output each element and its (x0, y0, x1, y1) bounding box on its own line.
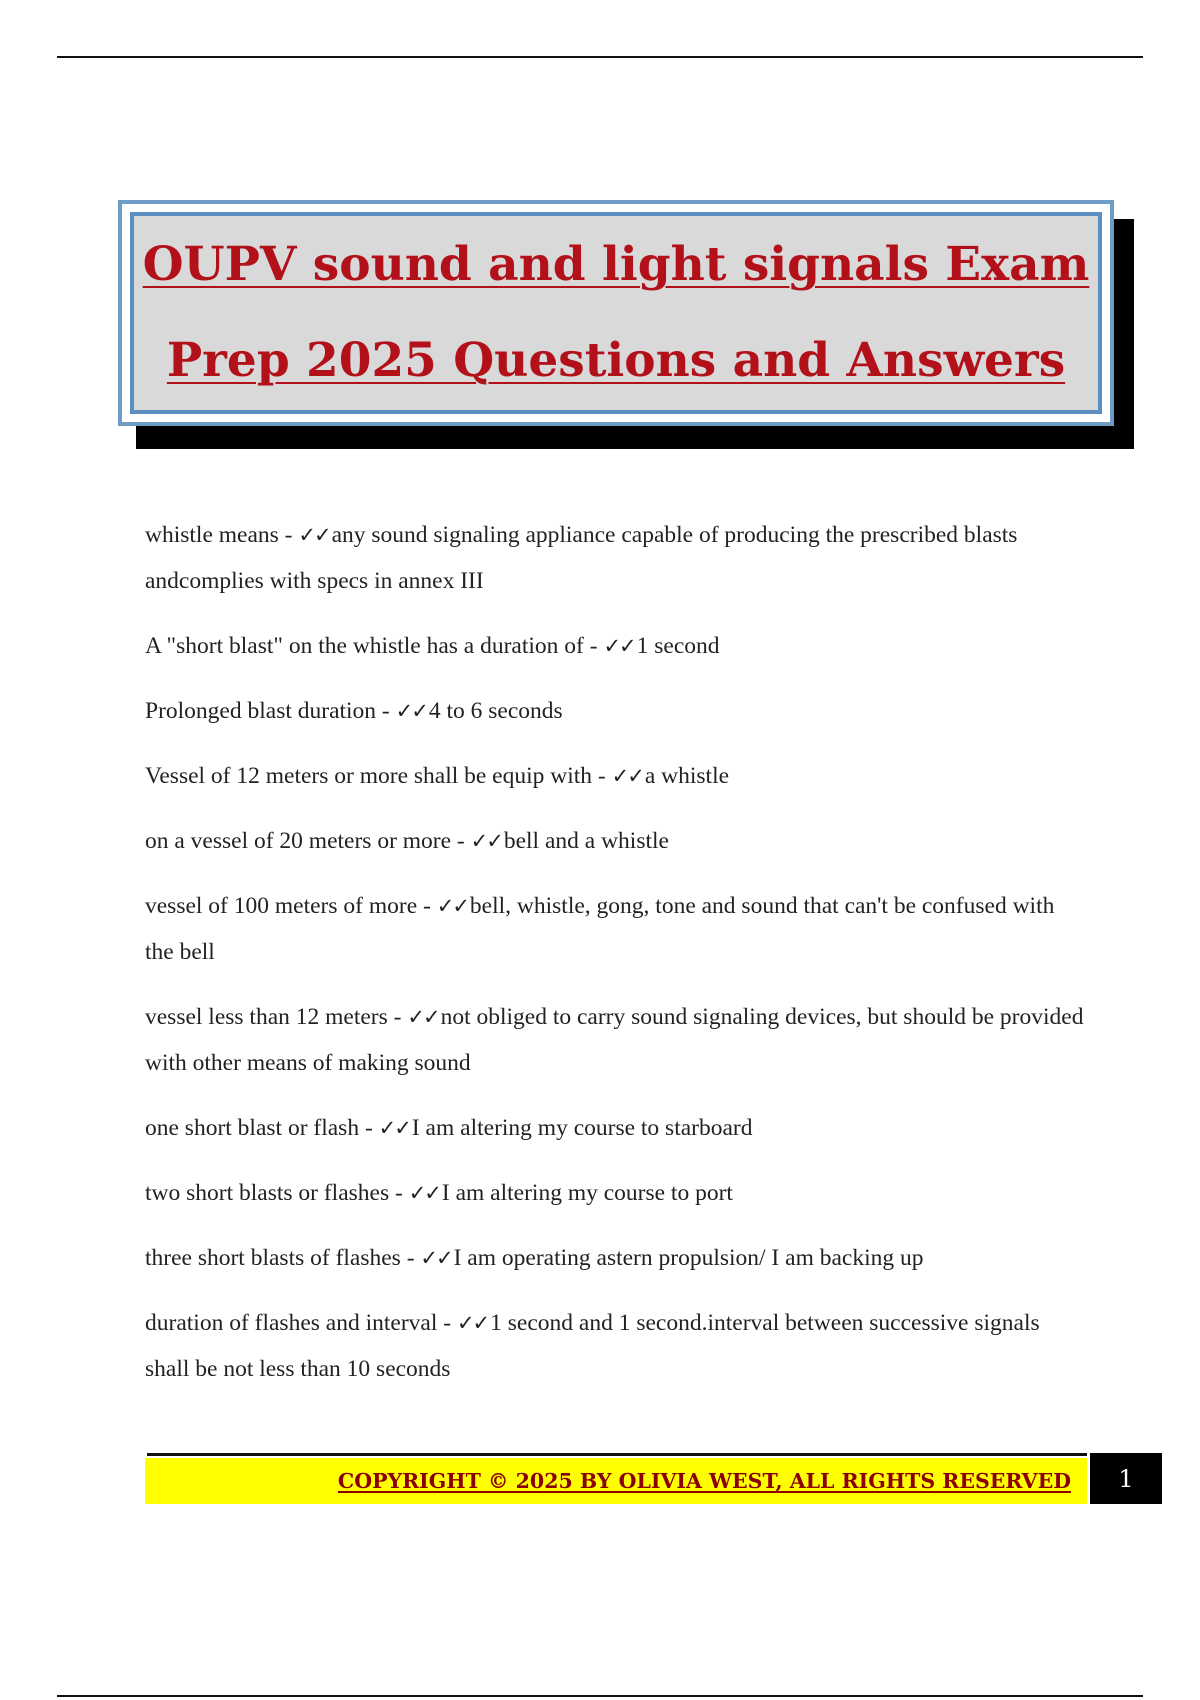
footer-rule (147, 1453, 1087, 1456)
page-number (1090, 1453, 1162, 1504)
double-check-icon: ✓✓ (470, 829, 502, 853)
bottom-rule (57, 1695, 1143, 1697)
qa-item (145, 883, 1085, 975)
double-check-icon: ✓✓ (420, 1246, 452, 1270)
qa-item (145, 1235, 1085, 1281)
document-title-line-2: Prep 2025 Questions and Answers (166, 333, 1066, 388)
question-text: vessel of 100 meters of more - (145, 893, 437, 919)
question-text: one short blast or flash - (145, 1115, 379, 1141)
qa-item (145, 1170, 1085, 1216)
double-check-icon: ✓✓ (395, 699, 427, 723)
answer-text: not obliged to carry sound signaling devices, but should be provided with other means of making sound (145, 1004, 1084, 1076)
title-box-inner (130, 212, 1102, 414)
qa-item (145, 994, 1085, 1086)
answer-text: 4 to 6 seconds (428, 698, 563, 724)
qa-item (145, 753, 1085, 799)
question-text: Prolonged blast duration - (145, 698, 396, 724)
double-check-icon: ✓✓ (298, 523, 330, 547)
answer-text: 1 second (636, 633, 720, 659)
header-rule (57, 56, 1143, 58)
double-check-icon: ✓✓ (378, 1116, 410, 1140)
answer-text: I am operating astern propulsion/ I am backing up (453, 1245, 924, 1271)
qa-item (145, 1300, 1085, 1392)
answer-text: a whistle (644, 763, 730, 789)
qa-item (145, 623, 1085, 669)
answer-text: I am altering my course to port (441, 1180, 733, 1206)
copyright-text: COPYRIGHT © 2025 BY OLIVIA WEST, ALL RIGHTS RESERVED (337, 1469, 1071, 1493)
question-text: three short blasts of flashes - (145, 1245, 421, 1271)
qa-item (145, 512, 1085, 604)
answer-text: any sound signaling appliance capable of producing the prescribed blasts andcomplies with specs in annex III (145, 522, 1018, 594)
footer-copyright-band (145, 1458, 1087, 1504)
qa-item (145, 818, 1085, 864)
page-number-text: 1 (1118, 1464, 1134, 1493)
question-text: two short blasts or flashes - (145, 1180, 409, 1206)
qa-item (145, 1105, 1085, 1151)
question-text: Vessel of 12 meters or more shall be equip with - (145, 763, 612, 789)
question-text: A "short blast" on the whistle has a duration of - (145, 633, 604, 659)
double-check-icon: ✓✓ (456, 1311, 489, 1335)
answer-text: 1 second and 1 second.interval between successive signals shall be not less than 10 seconds (145, 1310, 1040, 1382)
document-title-line-1: OUPV sound and light signals Exam (142, 237, 1090, 292)
double-check-icon: ✓✓ (611, 764, 643, 788)
answer-text: bell, whistle, gong, tone and sound that can't be confused with the bell (145, 893, 1055, 965)
qa-list (145, 512, 1085, 1411)
question-text: duration of flashes and interval - (145, 1310, 457, 1336)
answer-text: I am altering my course to starboard (411, 1115, 753, 1141)
double-check-icon: ✓✓ (603, 634, 635, 658)
answer-text: bell and a whistle (503, 828, 669, 854)
question-text: whistle means - (145, 522, 299, 548)
qa-item (145, 688, 1085, 734)
title-box (118, 200, 1114, 426)
double-check-icon: ✓✓ (408, 1181, 440, 1205)
question-text: vessel less than 12 meters - (145, 1004, 408, 1030)
double-check-icon: ✓✓ (436, 894, 468, 918)
question-text: on a vessel of 20 meters or more - (145, 828, 471, 854)
double-check-icon: ✓✓ (407, 1005, 439, 1029)
